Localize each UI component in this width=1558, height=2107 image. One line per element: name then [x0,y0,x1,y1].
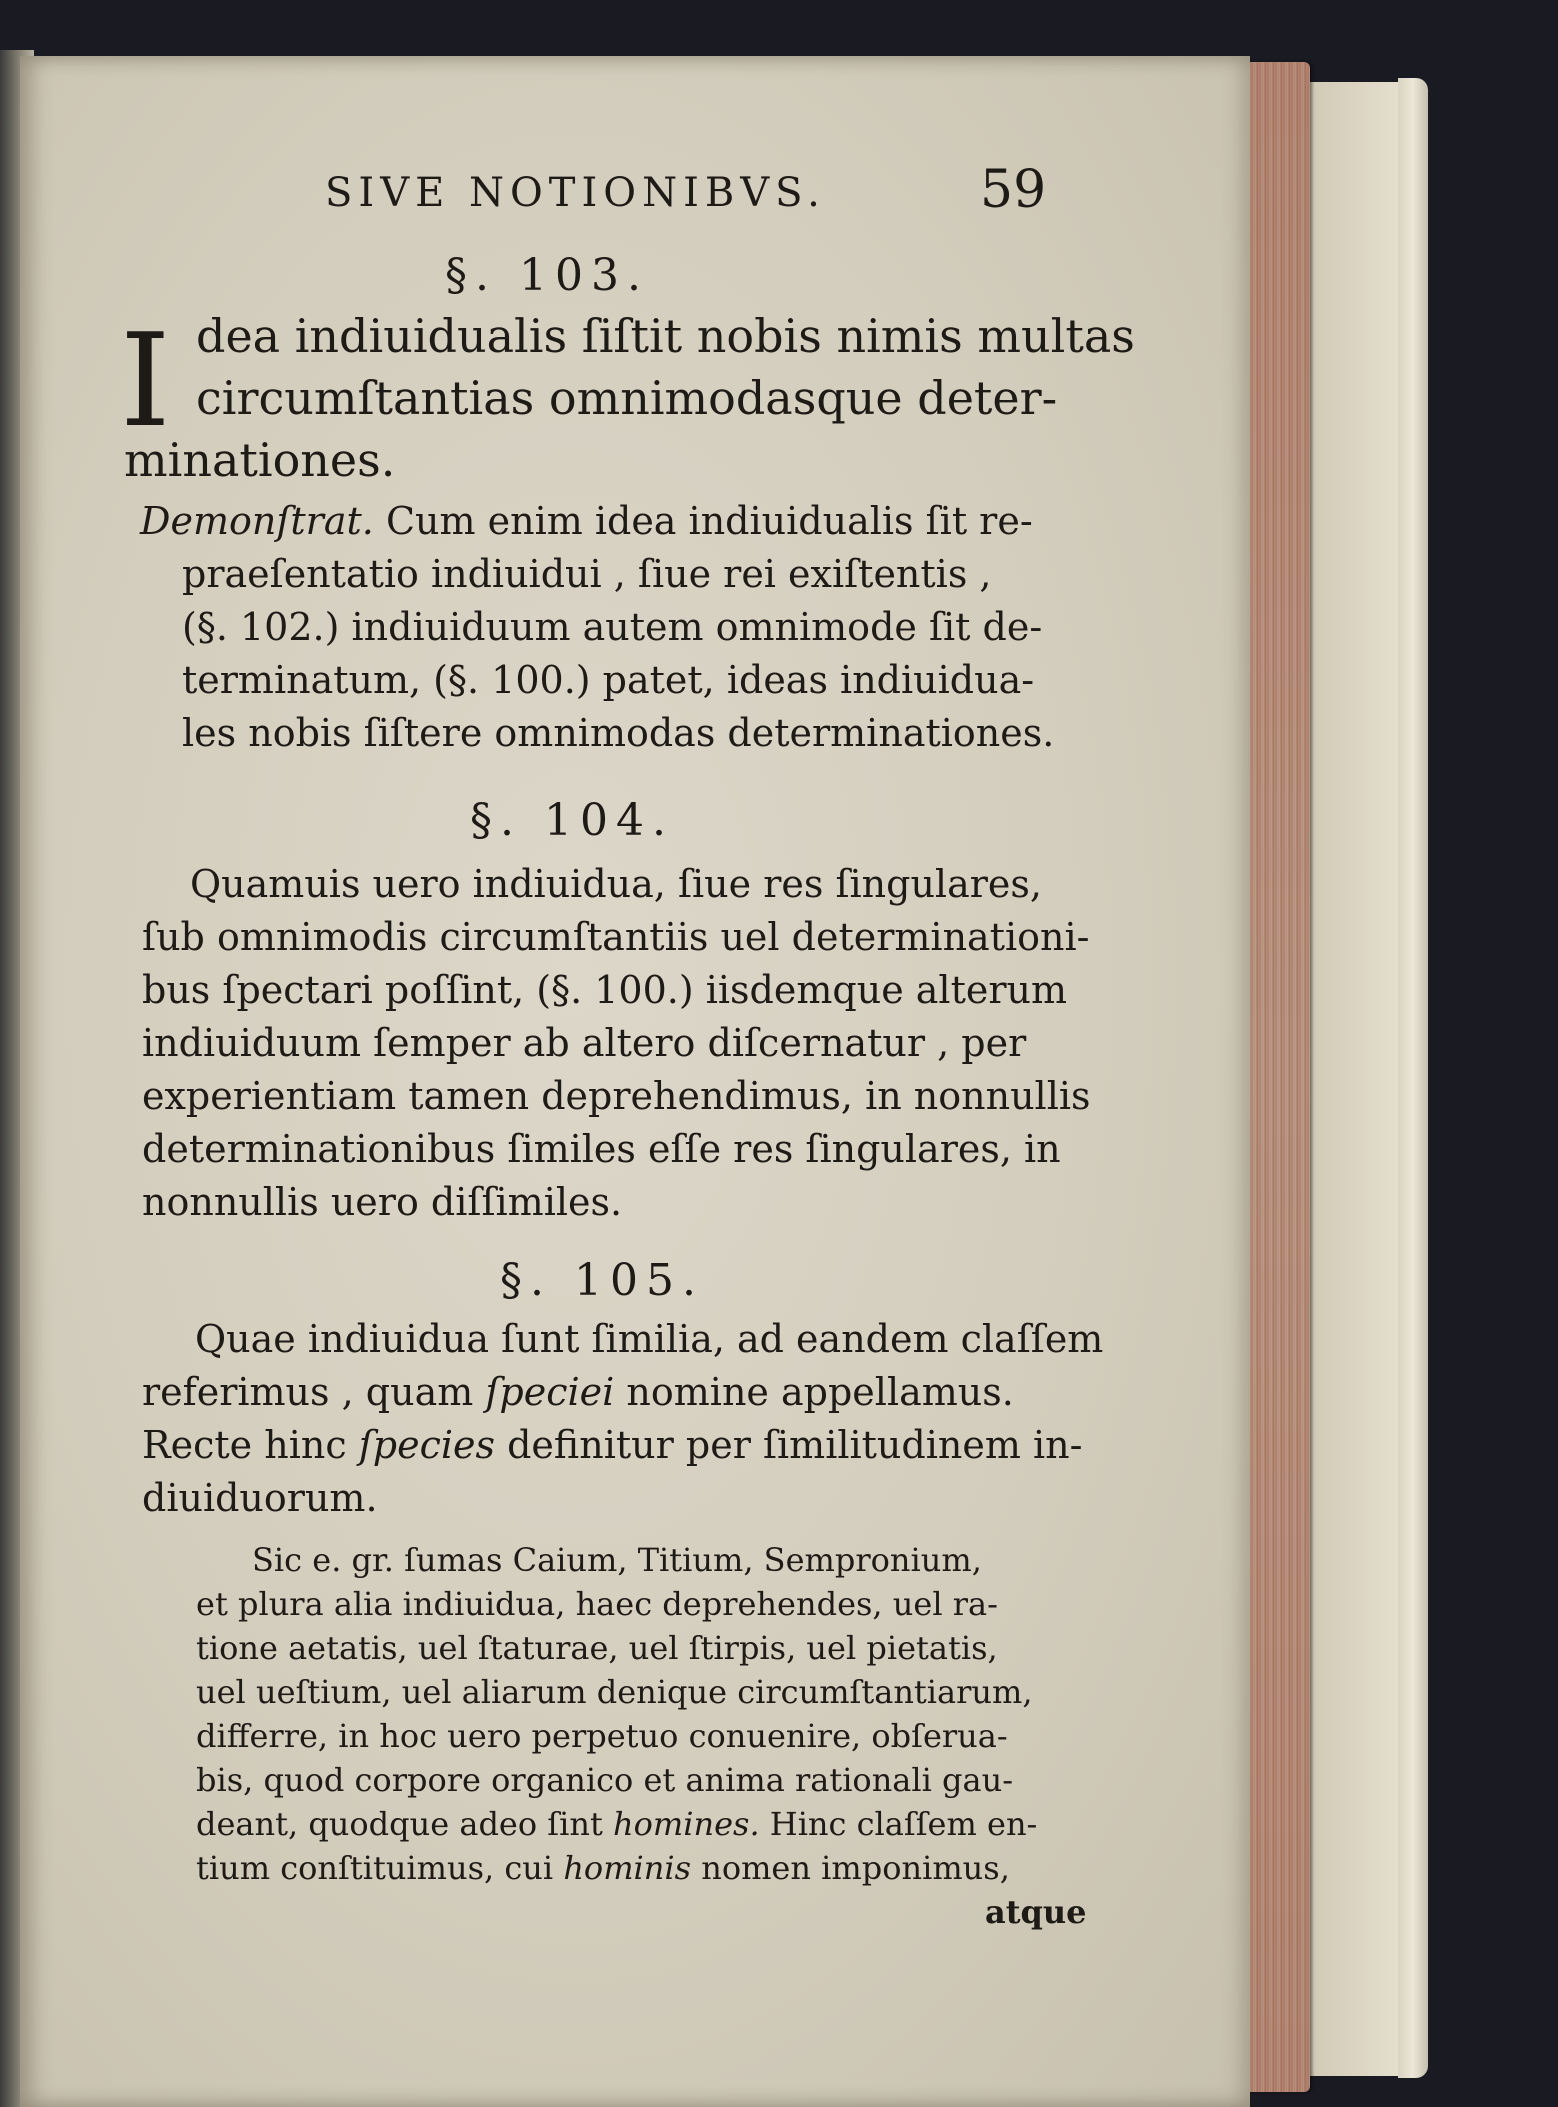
s103-demo-line-4: terminatum, (§. 100.) patet, ideas indiuidua- [182,658,1035,702]
s104-line-5: experientiam tamen deprehendimus, in nonnullis [142,1074,1091,1118]
s104-line-1: Quamuis uero indiuidua, ſiue res ſingulares, [190,862,1042,906]
s105-line-2: referimus , quam ſpeciei nomine appellamus. [142,1370,1014,1414]
note-line-3: tione aetatis, uel ſtaturae, uel ſtirpis, uel pietatis, [196,1629,998,1667]
running-header: SIVE NOTIONIBVS. [325,170,826,216]
s103-demo-line-3: (§. 102.) indiuiduum autem omnimode ſit de- [182,605,1043,649]
s103-demo-line-2: praeſentatio indiuidui , ſiue rei exiſtentis , [182,552,992,596]
s104-line-6: determinationibus ſimiles eſſe res ſingulares, in [142,1127,1061,1171]
term-species: ſpecies [358,1423,496,1467]
s104-line-3: bus ſpectari poſſint, (§. 100.) iisdemque alterum [142,968,1068,1012]
note-line-8: tium conſtituimus, cui hominis nomen imponimus, [196,1849,1010,1887]
drop-cap: I [120,307,171,456]
s104-line-7: nonnullis uero diſſimiles. [142,1180,623,1224]
note-line-4: uel ueſtium, uel aliarum denique circumſtantiarum, [196,1673,1033,1711]
page-number: 59 [980,160,1047,220]
term-speciei: ſpeciei [485,1370,615,1414]
book-cover-inner [1300,82,1402,2076]
s103-line-2: circumſtantias omnimodasque deter- [196,371,1058,425]
s104-line-4: indiuiduum ſemper ab altero diſcernatur , per [142,1021,1027,1065]
s103-demo-line-5: les nobis ſiſtere omnimodas determinationes. [182,711,1055,755]
note-line-5: differre, in hoc uero perpetuo conuenire, obſerua- [196,1717,1008,1755]
term-hominis: hominis [563,1849,692,1887]
section-heading-105: §. 105. [500,1255,704,1306]
note-line-6: bis, quod corpore organico et anima rationali gau- [196,1761,1013,1799]
s103-line-3: minationes. [124,433,396,487]
section-heading-104: §. 104. [470,795,674,846]
note-line-1: Sic e. gr. ſumas Caium, Titium, Sempronium, [252,1541,982,1579]
s105-line-3: Recte hinc ſpecies definitur per ſimilitudinem in- [142,1423,1083,1467]
book-cover-edge [1398,78,1428,2078]
catchword: atque [985,1893,1087,1931]
s103-line-1: dea indiuidualis ſiſtit nobis nimis multas [196,309,1135,363]
s105-line-4: diuiduorum. [142,1476,378,1520]
demonstratio-label: Demonſtrat. [140,499,374,543]
s103-demo-line-1: Demonſtrat. Cum enim idea indiuidualis ſit re- [140,499,1033,543]
section-heading-103: §. 103. [445,250,649,301]
s105-line-1: Quae indiuidua ſunt ſimilia, ad eandem claſſem [195,1317,1104,1361]
s104-line-2: ſub omnimodis circumſtantiis uel determinationi- [142,915,1090,959]
note-line-7: deant, quodque adeo ſint homines. Hinc claſſem en- [196,1805,1038,1843]
note-line-2: et plura alia indiuidua, haec deprehendes, uel ra- [196,1585,998,1623]
term-homines: homines. [613,1805,760,1843]
